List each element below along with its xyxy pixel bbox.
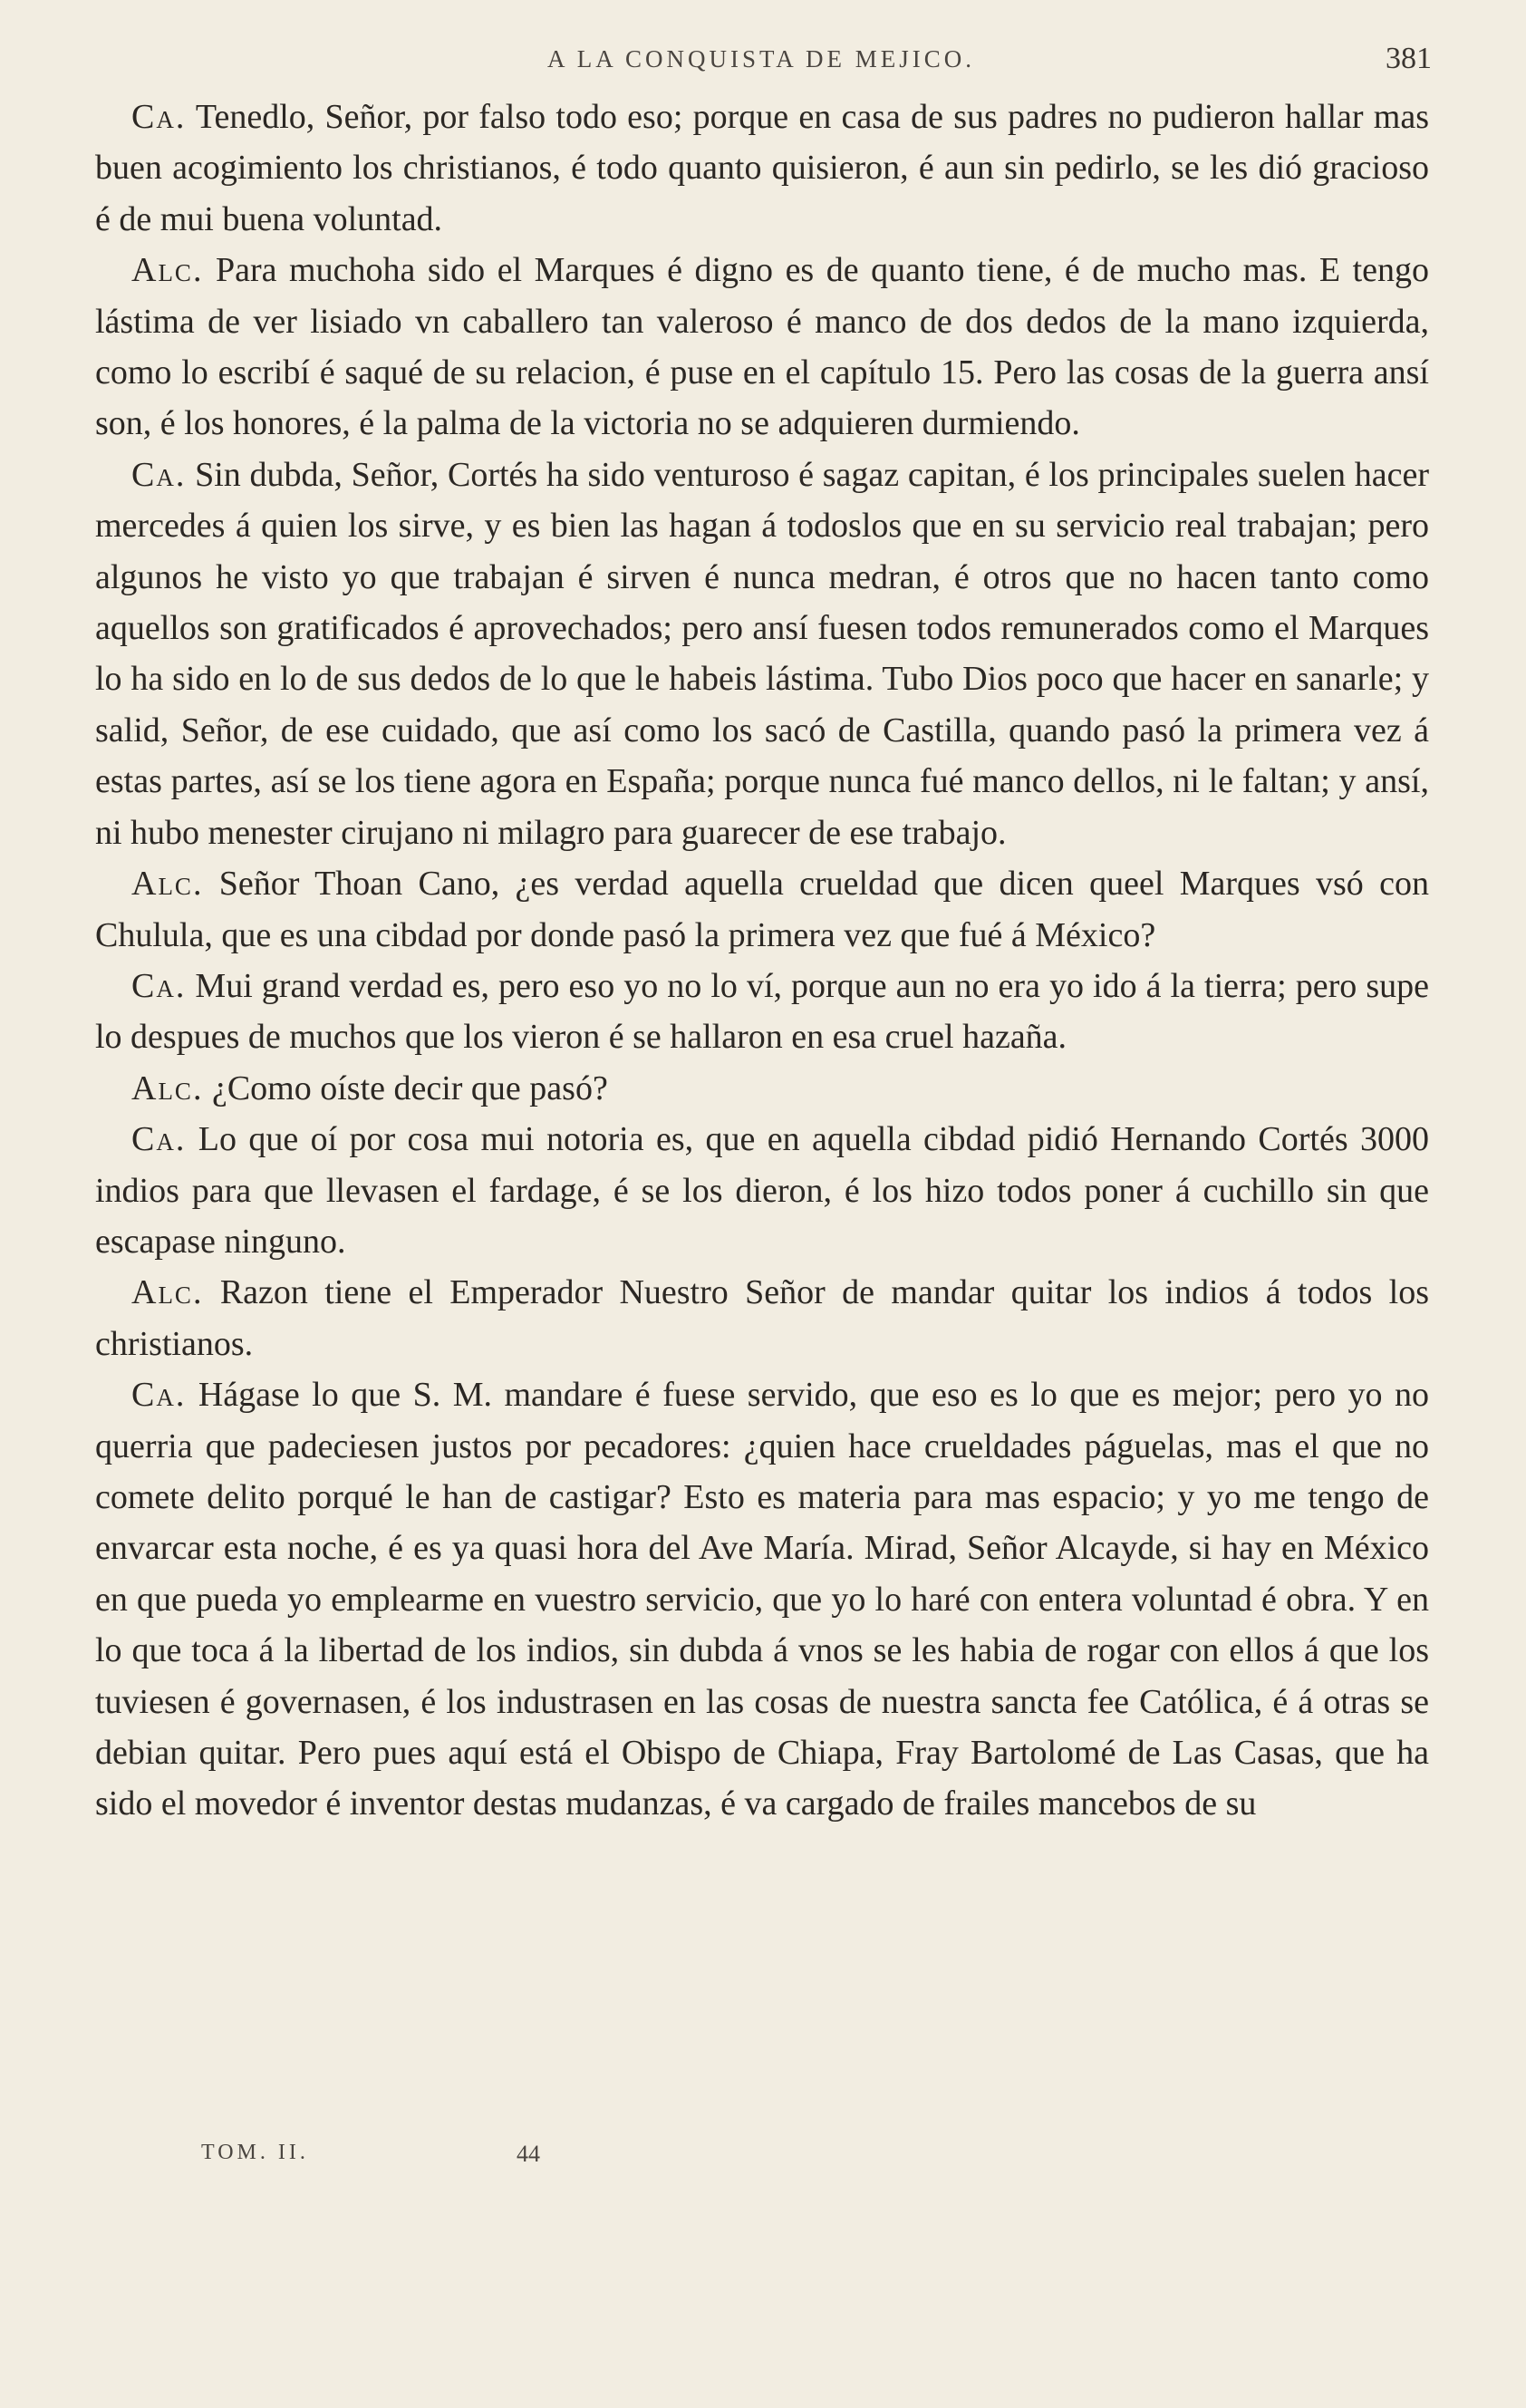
signature-mark: 44 — [517, 2141, 540, 2167]
paragraph-text: Razon tiene el Emperador Nuestro Señor de mandar quitar los indios á todos los christianos. — [95, 1273, 1429, 1363]
speaker-label: Alc. — [131, 251, 204, 290]
dialogue-paragraph-6 — [95, 1063, 1429, 1114]
paragraph-text: Para muchoha sido el Marques é digno es de quanto tiene, é de mucho mas. E tengo lástima de ver lisiado vn caballero tan valeroso é manco de dos dedos de la mano izquierda, como lo escribí é saqué de su relacion, é puse en el capítulo 15. Pero las cosas de la guerra ansí son, é los honores, é la palma de la victoria no se adquieren durmiendo. — [95, 251, 1430, 443]
dialogue-paragraph-7 — [95, 1114, 1429, 1267]
running-head — [91, 42, 1432, 82]
speaker-label: Ca. — [131, 966, 187, 1005]
volume-label: TOM. II. — [201, 2141, 309, 2164]
dialogue-paragraph-4 — [95, 858, 1429, 961]
paragraph-text: Sin dubda, Señor, Cortés ha sido venturoso é sagaz capitan, é los principales suelen hacer mercedes á quien los sirve, y es bien las hagan á todoslos que en su servicio real trabajan; pero algunos he visto yo que trabajan é sirven é nunca medran, é otros que no hacen tanto como aquellos son gratificados é aprovechados; pero ansí fuesen todos remunerados como el Marques lo ha sido en lo de sus dedos de lo que le habeis lástima. Tubo Dios poco que hacer en sanarle; y salid, Señor, de ese cuidado, que así como los sacó de Castilla, quando pasó la primera vez á estas partes, así se los tiene agora en España; porque nunca fué manco dellos, ni le faltan; y ansí, ni hubo menester cirujano ni milagro para guarecer de ese trabajo. — [95, 455, 1429, 852]
speaker-label: Ca. — [131, 1120, 187, 1159]
paragraph-text: ¿Como oíste decir que pasó? — [211, 1069, 608, 1107]
speaker-label: Alc. — [131, 1069, 204, 1107]
paragraph-text: Señor Thoan Cano, ¿es verdad aquella crueldad que dicen queel Marques vsó con Chulula, que es una cibdad por donde pasó la primera vez que fué á México? — [95, 865, 1430, 954]
paragraph-text: Lo que oí por cosa mui notoria es, que en aquella cibdad pidió Hernando Cortés 3000 indios para que llevasen el fardage, é se los dieron, é los hizo todos poner á cuchillo sin que escapase ninguno. — [95, 1120, 1430, 1261]
dialogue-paragraph-5 — [95, 961, 1429, 1063]
speaker-label: Alc. — [131, 865, 204, 904]
dialogue-paragraph-1 — [95, 92, 1429, 245]
speaker-label: Ca. — [131, 455, 187, 494]
running-title: A LA CONQUISTA DE MEJICO. — [546, 45, 976, 73]
dialogue-paragraph-9 — [95, 1369, 1429, 1830]
speaker-label: Ca. — [131, 98, 187, 136]
dialogue-paragraph-3 — [95, 450, 1429, 858]
paragraph-text: Hágase lo que S. M. mandare é fuese servido, que eso es lo que es mejor; pero yo no querria que padeciesen justos por pecadores: ¿quien hace crueldades páguelas, mas el que no comete delito porqué le han de castigar? Esto es materia para mas espacio; y yo me tengo de envarcar esta noche, é es ya quasi hora del Ave María. Mirad, Señor Alcayde, si hay en México en que pueda yo emplearme en vuestro servicio, que yo lo haré con entera voluntad é obra. Y en lo que toca á la libertad de los indios, sin dubda á vnos se les habia de rogar con ellos á que los tuviesen é governasen, é los industrasen en las cosas de nuestra sancta fee Católica, é á otras se debian quitar. Pero pues aquí está el Obispo de Chiapa, Fray Bartolomé de Las Casas, que ha sido el movedor é inventor destas mudanzas, é va cargado de frailes mancebos de su — [95, 1376, 1430, 1823]
paragraph-text: Mui grand verdad es, pero eso yo no lo ví, porque aun no era yo ido á la tierra; pero supe lo despues de muchos que los vieron é se hallaron en esa cruel hazaña. — [95, 966, 1429, 1057]
paragraph-text: Tenedlo, Señor, por falso todo eso; porque en casa de sus padres no pudieron hallar mas buen acogimiento los christianos, é todo quanto quisieron, é aun sin pedirlo, se les dió gracioso é de mui buena voluntad. — [95, 98, 1429, 238]
dialogue-paragraph-2 — [95, 245, 1429, 450]
speaker-label: Alc. — [131, 1273, 204, 1312]
page-footer — [201, 2141, 654, 2177]
page-number: 381 — [1386, 42, 1432, 75]
dialogue-paragraph-8 — [95, 1267, 1429, 1369]
dialogue-text — [95, 92, 1429, 1830]
speaker-label: Ca. — [131, 1376, 187, 1415]
